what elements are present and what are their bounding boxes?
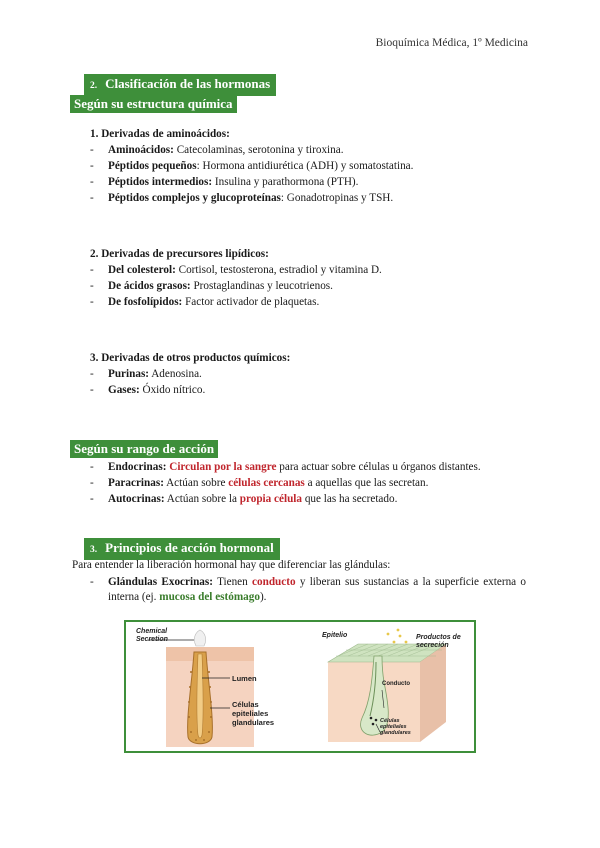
label-epithelial-cells: Células epiteliales glandulares	[232, 700, 275, 727]
label-lumen: Lumen	[232, 674, 257, 683]
group2-heading: 2. Derivadas de precursores lipídicos:	[90, 248, 269, 260]
list-item: - Del colesterol: Cortisol, testosterona, estradiol y vitamina D.	[90, 264, 382, 276]
list-item: - Purinas: Adenosina.	[90, 368, 202, 380]
subheading-structure: Según su estructura química	[70, 95, 237, 113]
group1-heading: 1. Derivadas de aminoácidos:	[90, 128, 230, 140]
secretion-products	[387, 629, 408, 644]
list-item: - De fosfolípidos: Factor activador de plaquetas.	[90, 296, 320, 308]
list-item: - Péptidos intermedios: Insulina y parathormona (PTH).	[90, 176, 359, 188]
list-item: - Gases: Óxido nítrico.	[90, 384, 206, 396]
label-epitelio: Epitelio	[322, 632, 348, 639]
section-title: Clasificación de las hormonas	[105, 76, 271, 91]
list-item: - Endocrinas: Circulan por la sangre para actuar sobre células u órganos distantes.	[90, 461, 481, 473]
list-item: - Péptidos complejos y glucoproteínas: Gonadotropinas y TSH.	[90, 192, 394, 204]
list-item: - Glándulas Exocrinas: Tienen conducto y liberan sus sustancias a la superficie externa o interna (ej. mucosa del estómago).	[90, 576, 527, 603]
list-item: - De ácidos grasos: Prostaglandinas y leucotrienos.	[90, 280, 333, 292]
gland-lumen	[197, 654, 203, 738]
intro-text: Para entender la liberación hormonal hay que diferenciar las glándulas:	[72, 559, 391, 571]
epithelium-surface	[166, 647, 254, 661]
label-chemical-secretion: Chemical Secretion	[136, 628, 168, 643]
section-heading-3	[84, 538, 280, 560]
subheading-range: Según su rango de acción	[70, 440, 218, 458]
exocrine-gland-figure	[124, 620, 476, 753]
list-item: - Autocrinas: Actúan sobre la propia célula que las ha secretado.	[90, 493, 398, 505]
section-number: 2.	[90, 81, 98, 91]
list-item: - Aminoácidos: Catecolaminas, serotonina y tiroxina.	[90, 144, 344, 156]
label-productos: Productos de secreción	[416, 634, 461, 649]
label-celulas-small: Células epiteliales glandulares	[380, 718, 411, 736]
list-item: - Péptidos pequeños: Hormona antidiurética (ADH) y somatostatina.	[90, 160, 414, 172]
section-heading-2	[84, 74, 276, 96]
chemical-secretion-spray	[194, 630, 205, 646]
label-conducto: Conducto	[382, 681, 410, 687]
group3-heading: 3. Derivadas de otros productos químicos:	[90, 352, 291, 364]
page-header: Bioquímica Médica, 1º Medicina	[375, 37, 528, 49]
list-item: - Paracrinas: Actúan sobre células cercanas a aquellas que las secretan.	[90, 477, 429, 489]
section-title: Principios de acción hormonal	[105, 540, 274, 555]
section-number: 3.	[90, 545, 98, 555]
